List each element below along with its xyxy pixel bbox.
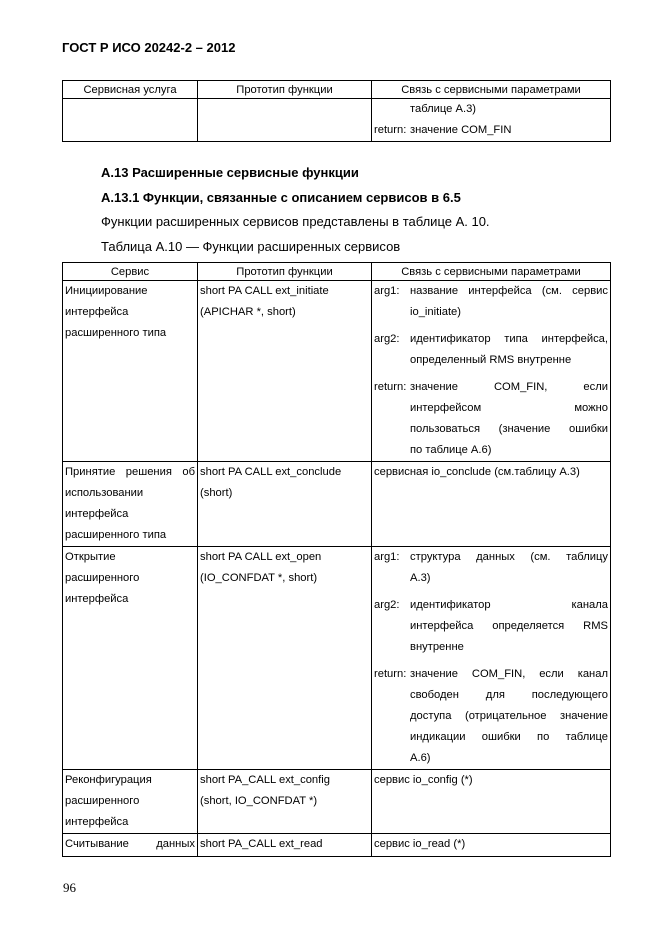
prototype-cell bbox=[198, 281, 372, 462]
prototype-cell bbox=[198, 547, 372, 770]
param-line: индикации ошибки по таблице bbox=[410, 731, 608, 743]
param-line: сервисная io_conclude (см.таблицу А.3) bbox=[374, 466, 580, 478]
param-key: return: bbox=[374, 668, 407, 680]
prototype-cell bbox=[198, 462, 372, 547]
param-line: А.6) bbox=[410, 752, 431, 764]
table-row bbox=[63, 462, 611, 547]
service-line: Считывание данных bbox=[65, 838, 195, 850]
params-cell bbox=[372, 547, 611, 770]
param-line: название интерфейса (см. сервис bbox=[410, 285, 608, 297]
prototype-line: (APICHAR *, short) bbox=[200, 306, 296, 318]
param-value bbox=[410, 547, 608, 589]
param-value bbox=[410, 595, 608, 658]
prototype-line: short PA_CALL ext_config bbox=[200, 774, 330, 786]
param-line: доступа (отрицательное значение bbox=[410, 710, 608, 722]
param-line: интерфейса определяется RMS bbox=[410, 620, 608, 632]
service-line: Реконфигурация bbox=[65, 774, 152, 786]
param-key: arg2: bbox=[374, 599, 400, 611]
params-cell bbox=[372, 462, 611, 547]
param-value bbox=[410, 329, 608, 371]
param-line: значение COM_FIN, если канал bbox=[410, 668, 608, 680]
page-number: 96 bbox=[63, 880, 76, 895]
table-cell bbox=[63, 99, 198, 142]
table-header-row bbox=[63, 81, 611, 99]
param-line: структура данных (см. таблицу bbox=[410, 551, 608, 563]
service-cell bbox=[63, 770, 198, 834]
prototype-line: (IO_CONFDAT *, short) bbox=[200, 572, 318, 584]
table-row bbox=[63, 281, 611, 462]
service-line: расширенного типа bbox=[65, 529, 167, 541]
col-header-params: Связь с сервисными параметрами bbox=[372, 81, 611, 99]
param-value: значение COM_FIN bbox=[410, 124, 512, 136]
prototype-line: (short, IO_CONFDAT *) bbox=[200, 795, 318, 807]
table-row bbox=[63, 770, 611, 834]
param-entry bbox=[374, 329, 608, 371]
param-key: return: bbox=[374, 124, 407, 136]
prototype-cell bbox=[198, 834, 372, 857]
param-line: свободен для последующего bbox=[410, 689, 608, 701]
param-line: идентификатор канала bbox=[410, 599, 608, 611]
service-line: расширенного типа bbox=[65, 327, 167, 339]
param-line: значение COM_FIN, если bbox=[410, 381, 608, 393]
param-value bbox=[410, 664, 608, 769]
prototype-line: short PA CALL ext_conclude bbox=[200, 466, 342, 478]
paragraph: Функции расширенных сервисов представлены в таблице А. 10. bbox=[101, 214, 490, 229]
service-line: использовании bbox=[65, 487, 144, 499]
table-row bbox=[63, 547, 611, 770]
service-cell bbox=[63, 834, 198, 857]
document-header: ГОСТ Р ИСО 20242-2 – 2012 bbox=[62, 40, 236, 55]
prototype-cell bbox=[198, 770, 372, 834]
param-key: arg1: bbox=[374, 551, 400, 563]
param-line: io_initiate) bbox=[410, 306, 461, 318]
params-cell bbox=[372, 281, 611, 462]
service-line: Инициирование bbox=[65, 285, 148, 297]
param-key: return: bbox=[374, 381, 407, 393]
table-cell bbox=[372, 99, 611, 142]
param-line: идентификатор типа интерфейса, bbox=[410, 333, 608, 345]
param-line: сервис io_read (*) bbox=[374, 838, 466, 850]
param-line: таблице А.3) bbox=[410, 103, 477, 115]
service-line: интерфейса bbox=[65, 306, 129, 318]
services-table bbox=[62, 262, 611, 857]
continued-table bbox=[62, 80, 611, 142]
table-header-row bbox=[63, 263, 611, 281]
service-cell bbox=[63, 547, 198, 770]
service-cell bbox=[63, 462, 198, 547]
param-entry bbox=[374, 664, 608, 769]
param-line: внутренне bbox=[410, 641, 464, 653]
prototype-line: (short) bbox=[200, 487, 233, 499]
param-entry bbox=[374, 281, 608, 323]
param-line: сервис io_config (*) bbox=[374, 774, 473, 786]
param-value bbox=[410, 281, 608, 323]
param-key: arg1: bbox=[374, 285, 400, 297]
table-row bbox=[63, 99, 611, 142]
param-line: по таблице А.6) bbox=[410, 444, 492, 456]
param-value bbox=[410, 377, 608, 461]
col-header-service: Сервисная услуга bbox=[63, 81, 198, 99]
prototype-line: short PA CALL ext_open bbox=[200, 551, 322, 563]
col-header-service: Сервис bbox=[63, 263, 198, 281]
table-row bbox=[63, 834, 611, 857]
col-header-params: Связь с сервисными параметрами bbox=[372, 263, 611, 281]
service-line: Принятие решения об bbox=[65, 466, 195, 478]
prototype-line: short PA_CALL ext_read bbox=[200, 838, 323, 850]
subsection-heading: А.13.1 Функции, связанные с описанием сервисов в 6.5 bbox=[101, 190, 461, 205]
service-line: расширенного bbox=[65, 795, 140, 807]
param-line: А.3) bbox=[410, 572, 431, 584]
col-header-prototype: Прототип функции bbox=[198, 81, 372, 99]
param-line: пользоваться (значение ошибки bbox=[410, 423, 608, 435]
param-entry bbox=[374, 120, 608, 141]
param-entry bbox=[374, 595, 608, 658]
param-key: arg2: bbox=[374, 333, 400, 345]
param-line: интерфейсом можно bbox=[410, 402, 608, 414]
params-cell bbox=[372, 770, 611, 834]
service-line: интерфейса bbox=[65, 593, 129, 605]
param-entry bbox=[374, 547, 608, 589]
service-line: интерфейса bbox=[65, 816, 129, 828]
table-cell bbox=[198, 99, 372, 142]
section-heading: А.13 Расширенные сервисные функции bbox=[101, 165, 359, 180]
param-line: определенный RMS внутренне bbox=[410, 354, 572, 366]
service-line: расширенного bbox=[65, 572, 140, 584]
service-line: Открытие bbox=[65, 551, 116, 563]
service-cell bbox=[63, 281, 198, 462]
service-line: интерфейса bbox=[65, 508, 129, 520]
prototype-line: short PA CALL ext_initiate bbox=[200, 285, 329, 297]
col-header-prototype: Прототип функции bbox=[198, 263, 372, 281]
param-entry bbox=[374, 377, 608, 461]
table-caption: Таблица А.10 — Функции расширенных сервисов bbox=[101, 239, 401, 254]
params-cell bbox=[372, 834, 611, 857]
